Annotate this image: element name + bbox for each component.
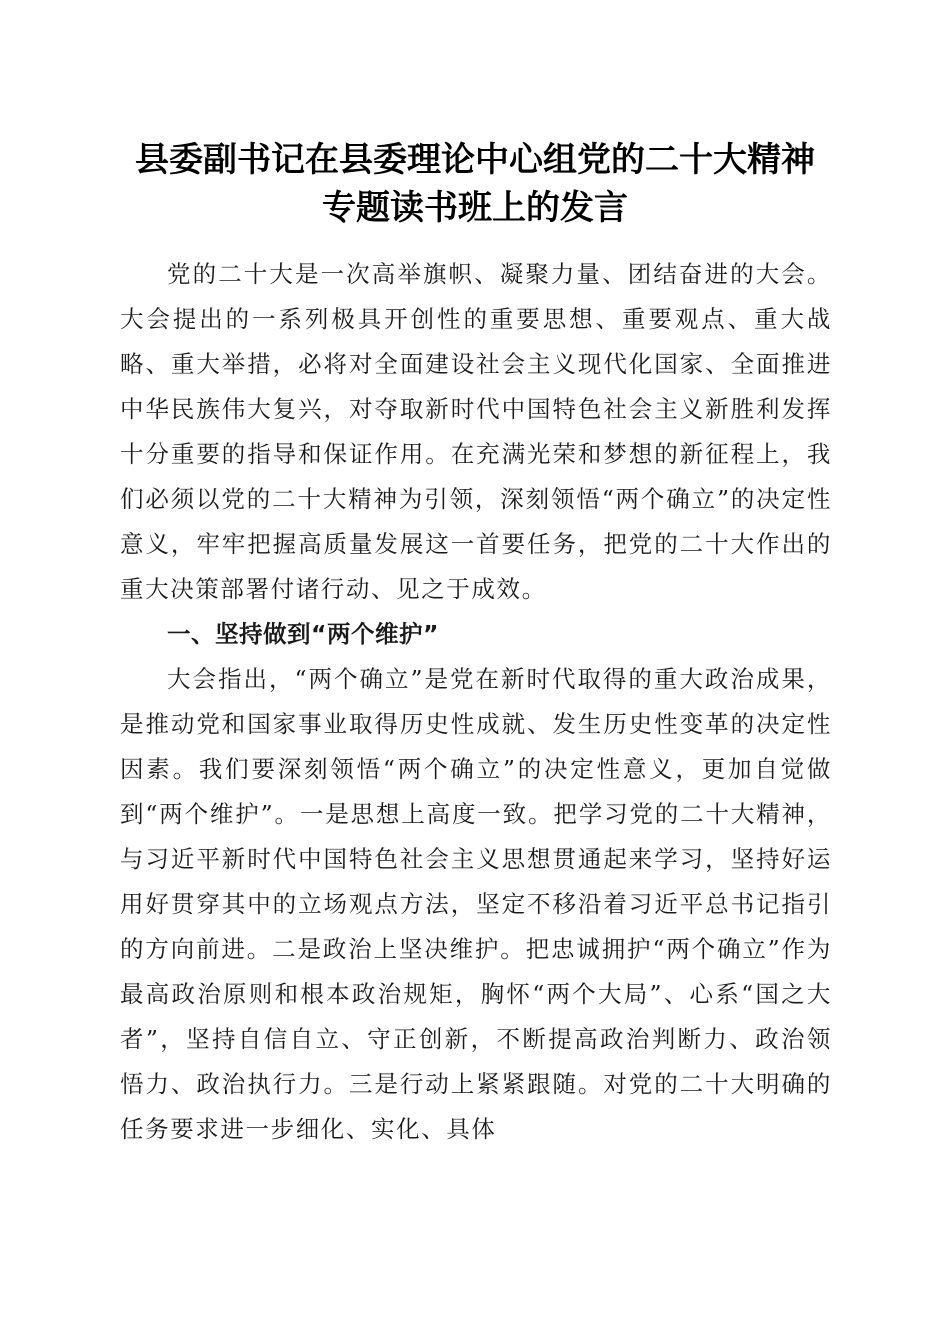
document-title-line-1: 县委副书记在县委理论中心组党的二十大精神 — [135, 140, 815, 180]
document-body — [120, 252, 832, 1152]
section-1-paragraph: 大会指出，“两个确立”是党在新时代取得的重大政治成果，是推动党和国家事业取得历史性成就、发生历史性变革的决定性因素。我们要深刻领悟“两个确立”的决定性意义，更加自觉做到“两个维护”。一是思想上高度一致。把学习党的二十大精神，与习近平新时代中国特色社会主义思想贯通起来学习，坚持好运用好贯穿其中的立场观点方法，坚定不移沿着习近平总书记指引的方向前进。二是政治上坚决维护。把忠诚拥护“两个确立”作为最高政治原则和根本政治规矩，胸怀“两个大局”、心系“国之大者”，坚持自信自立、守正创新，不断提高政治判断力、政治领悟力、政治执行力。三是行动上紧紧跟随。对党的二十大明确的任务要求进一步细化、实化、具体 — [120, 665, 832, 1143]
section-heading-1: 一、坚持做到“两个维护” — [167, 620, 439, 648]
document-title-line-2: 专题读书班上的发言 — [322, 188, 628, 228]
intro-paragraph: 党的二十大是一次高举旗帜、凝聚力量、团结奋进的大会。大会提出的一系列极具开创性的重要思想、重要观点、重大战略、重大举措，必将对全面建设社会主义现代化国家、全面推进中华民族伟大复兴，对夺取新时代中国特色社会主义新胜利发挥十分重要的指导和保证作用。在充满光荣和梦想的新征程上，我们必须以党的二十大精神为引领，深刻领悟“两个确立”的决定性意义，牢牢把握高质量发展这一首要任务，把党的二十大作出的重大决策部署付诸行动、见之于成效。 — [120, 260, 832, 603]
